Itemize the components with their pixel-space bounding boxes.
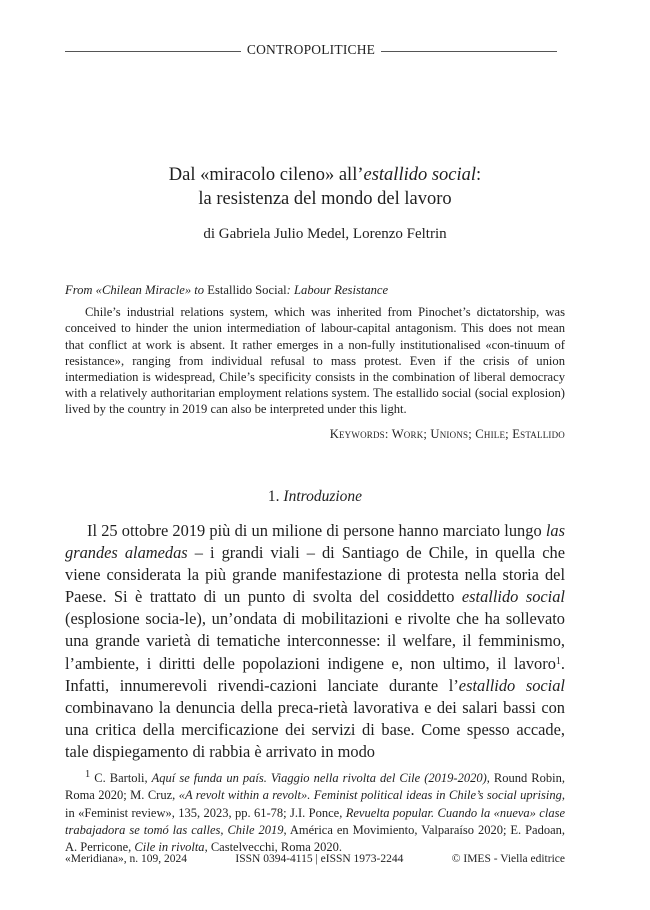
- running-head: [65, 40, 557, 60]
- italic-run: estallido social: [461, 587, 565, 607]
- title-line2: la resistenza del mondo del lavoro: [198, 189, 452, 209]
- footer-journal: «Meridiana», n. 109, 2024: [65, 853, 188, 865]
- italic-run: «A revolt within a revolt». Feminist political ideas in Chile’s social uprising: [178, 788, 562, 803]
- main-paragraph: [65, 520, 565, 763]
- footer-publisher: © IMES - Viella editrice: [451, 853, 565, 865]
- section-title: Introduzione: [283, 488, 363, 505]
- title-colon: :: [476, 165, 482, 185]
- running-head-text: CONTROPOLITICHE: [246, 42, 376, 57]
- abstract: [65, 282, 565, 442]
- text-run: Il 25 ottobre 2019 più di un milione di persone hanno marciato lungo: [87, 521, 546, 540]
- authors: di Gabriela Julio Medel, Lorenzo Feltrin: [203, 226, 447, 242]
- italic-run: Aquí se funda un país. Viaggio nella rivolta del Cile (2019-2020): [151, 771, 487, 786]
- en-title-roman: Estallido Social: [204, 283, 287, 297]
- header-rule-left: [65, 51, 241, 52]
- page-footer: [65, 853, 565, 865]
- text-run: , in «Feminist review», 135, 2023, pp. 61-78; J.I. Ponce,: [65, 788, 565, 820]
- en-title-italic-2: : Labour Resistance: [286, 283, 389, 297]
- en-title-italic-1: From «Chilean Miracle» to: [65, 283, 205, 297]
- title-part1: Dal «miracolo cileno» all’: [168, 165, 364, 185]
- text-run: . Infatti, innumerevoli rivendi-cazioni lanciate durante l’: [65, 653, 565, 695]
- italic-run: Revuelta popular. Cuando la «nueva» clase trabajadora se tomó las calles, Chile 2019: [65, 805, 565, 838]
- title-italic: estallido social: [363, 165, 477, 185]
- italic-run: estallido social: [458, 675, 565, 695]
- text-run: , Round Robin, Roma 2020; M. Cruz,: [65, 771, 565, 803]
- text-run: , América en Movimiento, Valparaíso 2020; E. Padoan, A. Perricone,: [65, 823, 565, 855]
- footnote: [65, 766, 565, 857]
- footnote-number: 1: [85, 769, 91, 780]
- article-title: [65, 163, 585, 211]
- text-run: – i grandi viali – di Santiago de Chile, in quella che viene considerata la più grande manifestazione di protesta nella storia del Paese. Si è trattato di un punto di svolta del cosiddetto: [65, 543, 565, 607]
- abstract-body: Chile’s industrial relations system, which was inherited from Pinochet’s dictatorship, was conceived to hinder the union intermediation of labour-capital antagonism. This does not mean that conflict at work is absent. It rather emerges in a non-fully institutionalised «con-tinuum of resistance», ranging from individual refusal to mass protest. Even if the crisis of union intermediation is widespread, Chile’s specificity consists in the combination of liberal democracy with a relatively authoritarian employment relations system. The estallido social (social explosion) lived by the country in 2019 can also be interpreted under this light.: [65, 305, 565, 417]
- english-title: [65, 282, 565, 298]
- text-run: (esplosione socia-le), un’ondata di mobilitazioni e rivolte che ha sollevato una grande varietà di tematiche interconnesse: il welfare, il femminismo, l’ambiente, i diritti delle popolazioni indigene e, non ultimo, il lavoro: [65, 609, 565, 673]
- section-number: 1.: [267, 488, 280, 505]
- footnote-ref[interactable]: 1: [555, 655, 561, 667]
- keywords: Keywords: Work; Unions; Chile; Estallido: [329, 426, 565, 441]
- footer-issn: ISSN 0394-4115 | eISSN 1973-2244: [235, 853, 404, 865]
- italic-run: Cile in rivolta: [134, 840, 205, 855]
- section-heading: [65, 488, 565, 506]
- italic-run: las grandes alamedas: [65, 521, 565, 563]
- text-run: combinavano la denuncia della preca-rietà lavorativa e dei salari bassi con una critica della mercificazione dei servizi di base. Come spesso accade, tale dispiegamento di rabbia è arrivato in modo: [65, 697, 565, 761]
- text-run: , Castelvecchi, Roma 2020.: [204, 840, 343, 855]
- text-run: C. Bartoli,: [90, 771, 152, 786]
- header-rule-right: [381, 51, 557, 52]
